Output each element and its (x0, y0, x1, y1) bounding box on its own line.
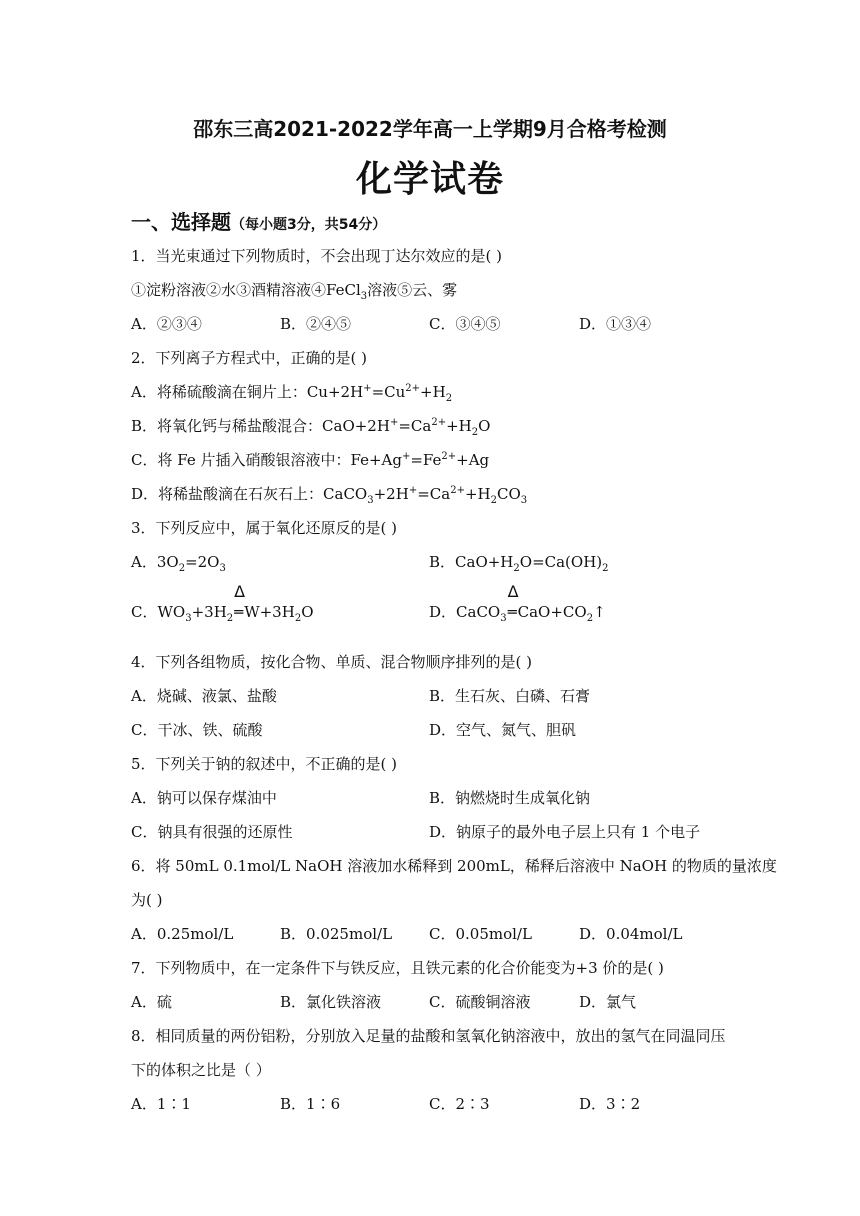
q7-option-b: B．氯化铁溶液 (280, 993, 382, 1011)
q5-stem: 5．下列关于钠的叙述中，不正确的是( ) (131, 755, 398, 773)
q6-option-b: B．0.025mol/L (280, 925, 393, 943)
q8-option-a: A．1∶1 (131, 1095, 191, 1113)
q1-option-b: B．②④⑤ (280, 315, 352, 333)
exam-title: 邵东三高2021-2022学年高一上学期9月合格考检测 (193, 117, 667, 141)
q5-option-c: C．钠具有很强的还原性 (131, 823, 293, 841)
q6-option-d: D．0.04mol/L (579, 925, 683, 943)
q4-stem: 4．下列各组物质，按化合物、单质、混合物顺序排列的是( ) (131, 653, 533, 671)
q8-option-c: C．2∶3 (429, 1095, 490, 1113)
q1-stem: 1．当光束通过下列物质时，不会出现丁达尔效应的是( ) (131, 247, 503, 265)
q5-option-a: A．钠可以保存煤油中 (131, 789, 277, 807)
q6-option-a: A．0.25mol/L (131, 925, 234, 943)
q2-option-b: B．将氧化钙与稀盐酸混合：$CaO+2H^+=Ca^{2+}+H_2O$ (131, 417, 491, 438)
q3-option-a: A．$3O_2=2O_3$ (131, 553, 226, 574)
q1-option-d: D．①③④ (579, 315, 652, 333)
q5-option-d: D．钠原子的最外电子层上只有 1 个电子 (429, 823, 701, 841)
q4-option-b: B．生石灰、白磷、石膏 (429, 687, 591, 705)
q6-stem-line1: 6．将 50mL 0.1mol/L NaOH 溶液加水稀释到 200mL，稀释后溶液中 NaOH 的物质的量浓度 (131, 857, 777, 875)
q1-option-c: C．③④⑤ (429, 315, 501, 333)
heat-symbol: Δ (234, 582, 246, 601)
q8-option-d: D．3∶2 (579, 1095, 641, 1113)
q8-stem-line2: 下的体积之比是（ ） (131, 1061, 271, 1079)
q3-stem: 3．下列反应中，属于氧化还原反的是( ) (131, 519, 398, 537)
q3-option-b: B．$CaO+H_2O=Ca(OH)_2$ (429, 553, 609, 574)
section-note: （每小题3分，共54分） (231, 217, 387, 233)
q3-option-d: D．CaCO$_3$ Δ $═CaO+CO_2↑$ (429, 582, 606, 624)
q2-stem: 2．下列离子方程式中，正确的是( ) (131, 349, 368, 367)
section-label: 一、选择题 (131, 210, 231, 234)
q4-option-c: C．干冰、铁、硫酸 (131, 721, 263, 739)
q2-option-c: C．将 Fe 片插入硝酸银溶液中：$Fe+Ag^+=Fe^{2+}+Ag$ (131, 451, 490, 469)
q1-option-a: A．②③④ (131, 315, 202, 333)
q7-stem: 7．下列物质中，在一定条件下与铁反应，且铁元素的化合价能变为+3 价的是( ) (131, 959, 664, 977)
q7-option-a: A．硫 (131, 993, 172, 1011)
q4-option-a: A．烧碱、液氯、盐酸 (131, 687, 277, 705)
q2-option-a: A．将稀硫酸滴在铜片上：$Cu+2H^+=Cu^{2+}+H_2$ (131, 383, 453, 404)
q4-option-d: D．空气、氮气、胆矾 (429, 721, 577, 739)
section-heading (131, 206, 386, 235)
q2-option-d: D．将稀盐酸滴在石灰石上：$CaCO_3+2H^+=Ca^{2+}+H_2CO_3$ (131, 485, 528, 506)
q6-option-c: C．0.05mol/L (429, 925, 532, 943)
heat-symbol: Δ (507, 582, 519, 601)
q5-option-b: B．钠燃烧时生成氧化钠 (429, 789, 591, 807)
q7-option-c: C．硫酸铜溶液 (429, 993, 531, 1011)
q3-option-c: C．$WO_3+3H_2$ Δ $═W+3H_2O$ (131, 582, 314, 624)
exam-subtitle: 化学试卷 (355, 159, 504, 200)
q8-option-b: B．1∶6 (280, 1095, 341, 1113)
q8-stem-line1: 8．相同质量的两份铝粉，分别放入足量的盐酸和氢氧化钠溶液中，放出的氢气在同温同压 (131, 1027, 726, 1045)
q1-items: ①淀粉溶液②水③酒精溶液④FeCl$_3$溶液⑤云、雾 (131, 281, 458, 302)
q6-stem-line2: 为( ) (131, 891, 163, 909)
q7-option-d: D．氯气 (579, 993, 637, 1011)
